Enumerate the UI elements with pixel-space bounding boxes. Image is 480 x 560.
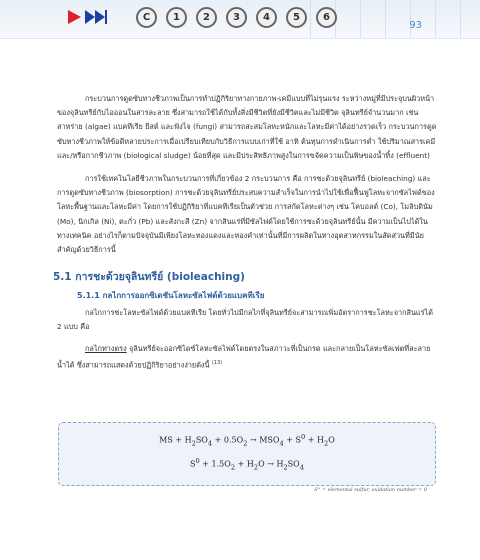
equation-metal-sulfide-oxidation: MS + $H_2SO_4 + 0.5O_2 \to MSO_4 + S^0 + H_2O$: [159, 433, 335, 448]
equation-box: [58, 422, 436, 486]
section-heading-bioleaching: 5.1 การชะด้วยจุลินทรีย์ (bioleaching): [53, 271, 245, 284]
direct-mechanism-text: จุลินทรีย์จะออกซิไดซ์โลหะซัลไฟด์โดยตรงในสภาวะที่เป็นกรด และกลายเป็นโลหะซัลเฟตที่ละลายน้ำได้ ซึ่งสามารถแสดงด้วยปฏิกิริยาอย่างง่ายดังนี้: [57, 343, 431, 370]
chapter-circle-1[interactable]: 1: [166, 7, 187, 28]
chapter-circle-6[interactable]: 6: [316, 7, 337, 28]
page-header: [0, 0, 480, 39]
subsection-heading-mechanism: 5.1.1 กลไกการออกซิเดชันโลหะซัลไฟด์ด้วยแบคทีเรีย: [77, 291, 265, 301]
paragraph-biosorption: กระบวนการดูดซับทางชีวภาพเป็นการทำปฏิกิริยาทางกายภาพ-เคมีแบบที่ไม่รุนแรง ระหว่างหมู่ที่มีประจุบนผิวหน้าของจุลินทรีย์กับไอออนในสารละลาย ซึ่งสามารถใช้ได้กับทั้งสิ่งมีชีวิตที่ยังมีชีวิตและไม่มีชีวิต จุลินทรีย์จำนวนมาก เช่น สาหร่าย (algae) แบคทีเรีย ยีสต์ และฟังไจ (fungi) สามารถสะสมโลหะหนักและโลหะมีค่าได้อย่างรวดเร็ว กระบวนการดูดซับทางชีวภาพให้ข้อดีหลายประการเมื่อเปรียบเทียบกับวิธีการแบบเก่าที่ใช้ อาทิ ต้นทุนการดำเนินการต่ำ ใช้ปริมาณสารเคมีและ/หรือกากชีวภาพ (biological sludge) น้อยที่สุด และมีประสิทธิภาพสูงในการขจัดความเป็นพิษของน้ำทิ้ง (effluent): [57, 94, 437, 160]
chapter-navigation: [136, 7, 337, 28]
paragraph-biotechnology: การใช้เทคโนโลยีชีวภาพในกระบวนการที่เกี่ยวข้อง 2 กระบวนการ คือ การชะด้วยจุลินทรีย์ (bioleaching) และการดูดซับทางชีวภาพ (biosorption) การชะด้วยจุลินทรีย์ประสบความสำเร็จในการนำไปใช้เพื่อฟื้นฟูโลหะจากซัลไฟด์ของโลหะพื้นฐานและโลหะมีค่า โดยการใช้ปฏิกิริยาที่แบคทีเรียเป็นตัวช่วย การสกัดโลหะต่างๆ เช่น โคบอลต์ (Co), โมลิบดินัม (Mo), นิกเกิล (Ni), ตะกั่ว (Pb) และสังกะสี (Zn) จากสินแร่ที่มีซัลไฟด์โดยใช้การชะด้วยจุลินทรีย์นั้น มีความเป็นไปได้ในทางเทคนิค อย่างไรก็ตามปัจจุบันมีเพียงโลหะทองแดงและทองคำเท่านั้นที่มีการผลิตในทางอุตสาหกรรมในสัดส่วนที่มีนัยสำคัญด้วยวิธีการนี้: [57, 174, 435, 255]
equation-footnote: S° = elemental sulfur, oxidation number = 0: [314, 487, 427, 493]
chapter-circle-2[interactable]: 2: [196, 7, 217, 28]
page-number: 93: [409, 20, 422, 31]
direct-mechanism-term: กลไกทางตรง: [85, 343, 127, 353]
reference-marker: (13): [211, 359, 223, 366]
paragraph-direct-mechanism: [57, 342, 437, 373]
chapter-circle-4[interactable]: 4: [256, 7, 277, 28]
chapter-circle-3[interactable]: 3: [226, 7, 247, 28]
skip-forward-icon[interactable]: [85, 10, 107, 24]
nav-arrows: [68, 10, 107, 24]
page-content: [53, 92, 437, 372]
paragraph-mechanism-intro: กลไกการชะโลหะซัลไฟด์ด้วยแบคทีเรีย โดยทั่วไปมีกลไกที่จุลินทรีย์จะสามารถเพิ่มอัตราการชะโลหะจากสินแร่ได้ 2 แบบ คือ: [57, 308, 433, 332]
chapter-circle-c[interactable]: C: [136, 7, 157, 28]
chapter-circle-5[interactable]: 5: [286, 7, 307, 28]
play-arrow-icon[interactable]: [68, 10, 81, 24]
equation-sulfur-oxidation: $S^0 + 1.5O_2 + H_2O \to H_2SO_4$: [190, 457, 304, 472]
